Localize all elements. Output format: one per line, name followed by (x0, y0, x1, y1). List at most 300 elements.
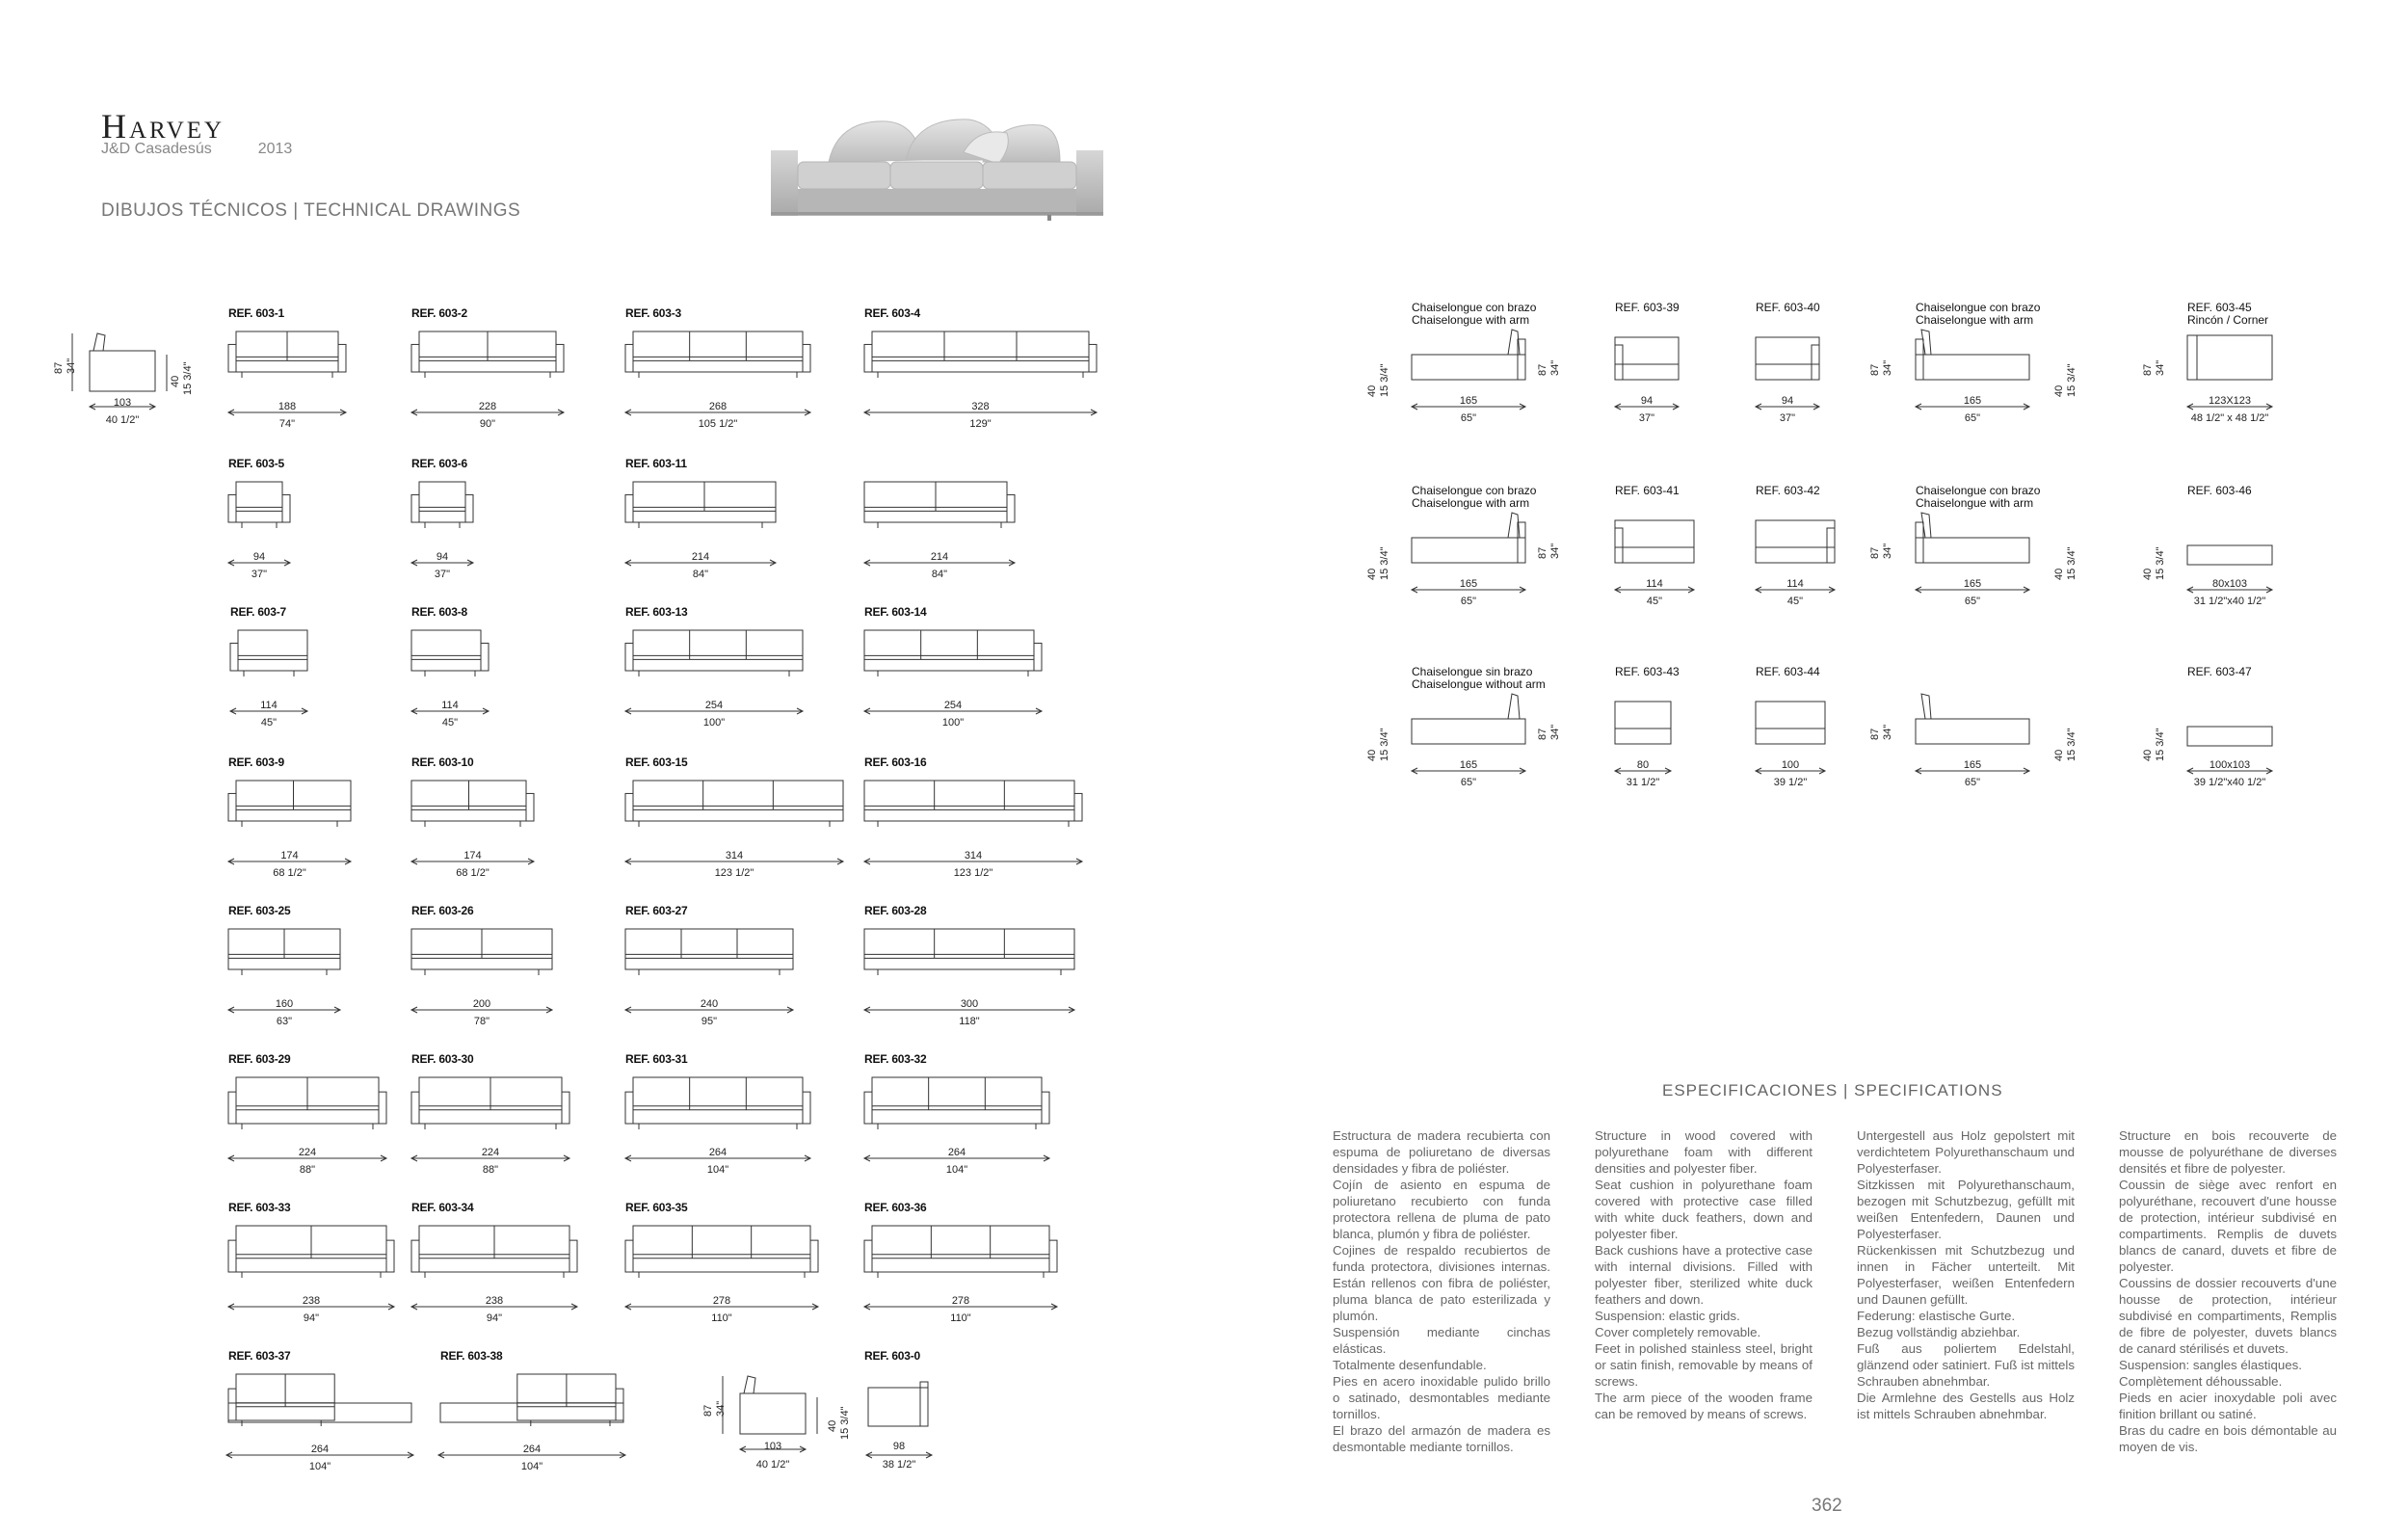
module-r8-width-in: 45" (1786, 596, 1804, 607)
designer-name: J&D Casadesús (101, 141, 212, 157)
vertical-dimension-15: 87 (1869, 546, 1881, 559)
module-r14-chaise (1916, 719, 2029, 744)
spec-de-3: Rückenkissen mit Schutzbezug und innen in Fächer unterteilt. Mit Polyesterfaser, weißen Entenfedern und Daunen gefüllt. (1857, 1243, 2075, 1307)
section-title: DIBUJOS TÉCNICOS | TECHNICAL DRAWINGS (101, 200, 521, 221)
module-22-width-cm: 224 (481, 1147, 500, 1158)
vertical-dimension-1: 40 (1366, 384, 1378, 397)
module-r12-ref: REF. 603-43 (1615, 665, 1680, 678)
module-11-width-in: 100" (702, 717, 726, 729)
module-1-width-in: 74" (278, 418, 296, 430)
module-r1-chaise (1412, 355, 1525, 380)
spec-fr-1: Structure en bois recouverte de mousse de polyuréthane de diverses densités et fibre de polyester. (2119, 1128, 2337, 1176)
module-6-arm-right (465, 494, 473, 522)
module-r12-body (1615, 702, 1671, 744)
spec-en-3: Back cushions have a protective case with internal divisions. Filled with polyester fiber, sterilized white duck feathers and down. (1595, 1243, 1813, 1307)
module-16-arm-right (1074, 793, 1082, 821)
module-19-ref: REF. 603-27 (625, 904, 688, 917)
module-32-arm (920, 1382, 928, 1426)
module-16-body (864, 781, 1074, 821)
module-26-ref: REF. 603-34 (411, 1201, 474, 1214)
module-r14-width-cm: 165 (1963, 759, 1982, 771)
spec-de-1: Untergestell aus Holz gepolstert mit verdichtetem Polyurethanschaum und Polyesterfaser. (1857, 1128, 2075, 1176)
vertical-dimension-30: 15 3/4" (2155, 728, 2166, 761)
module-28-arm-left (864, 1240, 872, 1272)
side-profile-top-body (90, 351, 155, 391)
module-30-width-cm: 264 (522, 1444, 542, 1455)
module-r8-ref: REF. 603-42 (1756, 484, 1820, 497)
vertical-dimension-18: 15 3/4" (2066, 546, 2077, 580)
module-2-ref: REF. 603-2 (411, 306, 468, 320)
spec-es-2: Cojín de asiento en espuma de poliuretano recubierto con funda protectora rellena de pluma de pato blanca, plumón y fibra de poliéster. (1333, 1178, 1550, 1241)
side-profile-bottom-height-cm: 87 (702, 1404, 714, 1417)
module-r10-ottoman (2187, 545, 2272, 565)
module-r5-ref-sub: Rincón / Corner (2187, 313, 2269, 327)
module-27-arm-left (625, 1240, 633, 1272)
module-24-arm-left (864, 1092, 872, 1124)
module-15-width-in: 123 1/2" (714, 867, 754, 879)
module-13-width-cm: 174 (280, 850, 299, 861)
module-26-arm-right (569, 1240, 577, 1272)
module-23-width-in: 104" (706, 1164, 729, 1176)
module-15-arm-left (625, 793, 633, 821)
module-23-arm-right (803, 1092, 810, 1124)
module-11-body (633, 630, 803, 671)
module-3-ref: REF. 603-3 (625, 306, 682, 320)
module-r15-width-in: 39 1/2"x40 1/2" (2193, 777, 2266, 788)
vertical-dimension-12: 15 3/4" (1379, 546, 1390, 580)
module-25-arm-right (386, 1240, 394, 1272)
module-r7-arm (1615, 528, 1623, 563)
spec-en-5: Cover completely removable. (1595, 1325, 1761, 1339)
module-2-arm-right (556, 344, 564, 372)
module-r5-corner (2187, 335, 2272, 380)
module-11-arm-left (625, 643, 633, 671)
module-3-arm-right (803, 344, 810, 372)
module-r7-body (1615, 520, 1694, 563)
module-8-width-cm: 214 (930, 551, 949, 563)
module-14-ref: REF. 603-10 (411, 755, 474, 769)
module-10-ref: REF. 603-8 (411, 605, 468, 619)
specifications-heading: ESPECIFICACIONES | SPECIFICATIONS (1662, 1081, 2003, 1100)
module-25-arm-left (228, 1240, 236, 1272)
module-4-arm-right (1089, 344, 1097, 372)
vertical-dimension-11: 40 (1366, 568, 1378, 580)
side-profile-bottom-depth-cm: 103 (763, 1441, 782, 1452)
spec-en-1: Structure in wood covered with polyurethane foam with different densities and polyester fiber. (1595, 1128, 1813, 1176)
module-r11-ref: Chaiselongue sin brazo (1412, 665, 1533, 678)
module-28-width-in: 110" (950, 1312, 971, 1324)
module-8-width-in: 84" (931, 569, 948, 580)
module-10-width-cm: 114 (441, 700, 459, 711)
module-29-width-in: 104" (308, 1461, 331, 1472)
module-22-arm-left (411, 1092, 419, 1124)
module-19-body (625, 929, 793, 969)
module-r4-ref-sub: Chaiselongue with arm (1916, 313, 2034, 327)
module-r2-arm (1615, 345, 1623, 380)
module-29-arm-left (228, 1389, 236, 1420)
module-r11-width-in: 65" (1460, 777, 1477, 788)
module-32-seat-in: 15 3/4" (839, 1406, 851, 1440)
vertical-dimension-6: 34" (1882, 359, 1893, 376)
module-r8-width-cm: 114 (1786, 578, 1804, 590)
module-7-ref: REF. 603-11 (625, 457, 687, 470)
module-21-arm-left (228, 1092, 236, 1124)
module-12-ref: REF. 603-14 (864, 605, 927, 619)
module-28-arm-right (1049, 1240, 1057, 1272)
module-r3-body (1756, 337, 1819, 380)
module-r9-ref-sub: Chaiselongue with arm (1916, 496, 2034, 510)
module-r4-ref: Chaiselongue con brazo (1916, 301, 2041, 314)
module-5-ref: REF. 603-5 (228, 457, 285, 470)
module-17-width-in: 63" (276, 1016, 293, 1027)
module-11-width-cm: 254 (704, 700, 724, 711)
spec-fr-6: Pieds en acier inoxydable poli avec finition brillant ou satiné. (2119, 1391, 2337, 1421)
module-27-width-in: 110" (711, 1312, 732, 1324)
module-29-width-cm: 264 (310, 1444, 330, 1455)
module-6-width-in: 37" (434, 569, 451, 580)
module-26-width-cm: 238 (485, 1295, 504, 1307)
spec-fr-5: Complètement déhoussable. (2119, 1374, 2283, 1389)
vertical-dimension-20: 15 3/4" (2155, 546, 2166, 580)
module-30-arm-right (616, 1389, 623, 1420)
module-r6-chaise (1412, 538, 1525, 563)
spec-en-7: The arm piece of the wooden frame can be removed by means of screws. (1595, 1391, 1813, 1421)
module-20-width-cm: 300 (960, 998, 979, 1010)
module-16-width-in: 123 1/2" (953, 867, 993, 879)
module-20-body (864, 929, 1074, 969)
module-25-ref: REF. 603-33 (228, 1201, 291, 1214)
module-24-arm-right (1042, 1092, 1049, 1124)
module-r11-back (1508, 694, 1520, 719)
spec-es-7: El brazo del armazón de madera es desmontable mediante tornillos. (1333, 1423, 1550, 1454)
module-r3-width-cm: 94 (1781, 395, 1794, 407)
vertical-dimension-16: 34" (1882, 543, 1893, 559)
module-18-width-in: 78" (473, 1016, 490, 1027)
vertical-dimension-4: 34" (1549, 359, 1561, 376)
module-r14-width-in: 65" (1964, 777, 1981, 788)
module-15-ref: REF. 603-15 (625, 755, 688, 769)
vertical-dimension-28: 15 3/4" (2066, 728, 2077, 761)
module-r7-width-cm: 114 (1646, 578, 1663, 590)
vertical-dimension-14: 34" (1549, 543, 1561, 559)
vertical-dimension-5: 87 (1869, 363, 1881, 376)
module-4-width-in: 129" (969, 418, 992, 430)
module-27-ref: REF. 603-35 (625, 1201, 688, 1214)
module-20-width-in: 118" (959, 1016, 980, 1027)
module-r3-ref: REF. 603-40 (1756, 301, 1820, 314)
module-7-width-cm: 214 (691, 551, 710, 563)
module-9-ref: REF. 603-7 (230, 605, 287, 619)
spec-column-de (1857, 1127, 2075, 1422)
module-r4-width-in: 65" (1964, 412, 1981, 424)
module-23-width-cm: 264 (708, 1147, 728, 1158)
vertical-dimension-21: 40 (1366, 749, 1378, 761)
module-24-ref: REF. 603-32 (864, 1052, 927, 1066)
module-28-body (872, 1226, 1049, 1272)
page-number: 362 (1812, 1496, 1842, 1516)
module-12-arm-right (1034, 643, 1042, 671)
spec-en-6: Feet in polished stainless steel, bright or satin finish, removable by means of screws. (1595, 1341, 1813, 1389)
module-3-arm-left (625, 344, 633, 372)
module-22-ref: REF. 603-30 (411, 1052, 474, 1066)
module-r2-body (1615, 337, 1679, 380)
module-r5-width-in: 48 1/2" x 48 1/2" (2190, 412, 2269, 424)
spec-fr-3: Coussins de dossier recouverts d'une housse de protection, intérieur subdivisé en compartiments, Remplis de fibre de polyester, duvets blancs de canard stérilisés et duvets. (2119, 1276, 2337, 1356)
module-r7-width-in: 45" (1646, 596, 1663, 607)
vertical-dimension-13: 87 (1537, 546, 1548, 559)
module-r2-width-in: 37" (1638, 412, 1655, 424)
module-32-width-cm: 98 (892, 1441, 906, 1452)
module-r1-width-cm: 165 (1459, 395, 1478, 407)
spec-es-6: Pies en acero inoxidable pulido brillo o satinado, desmontables mediante tornillos. (1333, 1374, 1550, 1421)
spec-es-3: Cojines de respaldo recubiertos de funda protectora, divisiones internas. Están rellenos con fibra de poliéster, pluma blanca de pato esterilizada y plumón. (1333, 1243, 1550, 1323)
module-r3-arm (1812, 345, 1819, 380)
module-26-arm-left (411, 1240, 419, 1272)
module-24-width-cm: 264 (947, 1147, 966, 1158)
module-21-width-in: 88" (299, 1164, 316, 1176)
spec-es-5: Totalmente desenfundable. (1333, 1358, 1487, 1372)
module-18-width-cm: 200 (472, 998, 491, 1010)
vertical-dimension-19: 40 (2142, 568, 2154, 580)
spec-column-es (1333, 1127, 1550, 1455)
module-9-width-in: 45" (260, 717, 278, 729)
module-r15-ref: REF. 603-47 (2187, 665, 2252, 678)
module-4-ref: REF. 603-4 (864, 306, 921, 320)
side-profile-top-depth-cm: 103 (113, 397, 132, 409)
module-28-width-cm: 278 (951, 1295, 970, 1307)
module-10-width-in: 45" (441, 717, 459, 729)
module-13-ref: REF. 603-9 (228, 755, 285, 769)
module-2-width-in: 90" (479, 418, 496, 430)
vertical-dimension-27: 40 (2053, 749, 2065, 761)
side-profile-top-depth-in: 40 1/2" (105, 414, 140, 426)
module-18-ref: REF. 603-26 (411, 904, 474, 917)
module-29-ref: REF. 603-37 (228, 1349, 291, 1363)
module-22-width-in: 88" (482, 1164, 499, 1176)
product-title: Harvey (101, 107, 225, 146)
vertical-dimension-29: 40 (2142, 749, 2154, 761)
module-6-arm-left (411, 494, 419, 522)
module-r11-chaise (1412, 719, 1525, 744)
module-r5-ref: REF. 603-45 (2187, 301, 2252, 314)
module-r11-width-cm: 165 (1459, 759, 1478, 771)
module-r10-width-in: 31 1/2"x40 1/2" (2193, 596, 2266, 607)
module-r6-width-in: 65" (1460, 596, 1477, 607)
module-8-arm-right (1007, 494, 1015, 522)
module-32-body (868, 1388, 928, 1426)
module-21-width-cm: 224 (298, 1147, 317, 1158)
module-2-arm-left (411, 344, 419, 372)
side-profile-top-height-cm: 87 (53, 361, 65, 374)
module-24-body (872, 1077, 1042, 1124)
side-profile-bottom-depth-in: 40 1/2" (755, 1459, 790, 1471)
vertical-dimension-7: 40 (2053, 384, 2065, 397)
module-9-body (238, 630, 307, 671)
module-r13-width-in: 39 1/2" (1773, 777, 1808, 788)
module-9-width-cm: 114 (260, 700, 278, 711)
module-r13-body (1756, 702, 1825, 744)
module-r4-arm (1916, 339, 1923, 380)
module-1-width-cm: 188 (278, 401, 297, 412)
module-r2-ref: REF. 603-39 (1615, 301, 1680, 314)
module-32-seat-cm: 40 (827, 1419, 838, 1432)
module-24-width-in: 104" (945, 1164, 968, 1176)
module-r6-width-cm: 165 (1459, 578, 1478, 590)
module-4-width-cm: 328 (971, 401, 990, 412)
vertical-dimension-17: 40 (2053, 568, 2065, 580)
module-19-width-in: 95" (701, 1016, 718, 1027)
module-r4-chaise (1916, 355, 2029, 380)
module-9-arm-left (230, 643, 238, 671)
module-23-arm-left (625, 1092, 633, 1124)
vertical-dimension-3: 87 (1537, 363, 1548, 376)
module-27-width-cm: 278 (712, 1295, 731, 1307)
module-r1-width-in: 65" (1460, 412, 1477, 424)
module-12-width-cm: 254 (943, 700, 963, 711)
spec-de-7: Die Armlehne des Gestells aus Holz ist mittels Schrauben abnehmbar. (1857, 1391, 2075, 1421)
spec-column-en (1595, 1127, 1813, 1422)
module-r9-width-in: 65" (1964, 596, 1981, 607)
module-r8-body (1756, 520, 1835, 563)
module-7-width-in: 84" (692, 569, 709, 580)
module-27-body (633, 1226, 810, 1272)
module-r12-width-cm: 80 (1636, 759, 1650, 771)
module-r4-width-cm: 165 (1963, 395, 1982, 407)
module-r12-width-in: 31 1/2" (1626, 777, 1660, 788)
module-10-arm-right (481, 643, 489, 671)
module-r10-width-cm: 80x103 (2211, 578, 2248, 590)
module-r3-width-in: 37" (1779, 412, 1796, 424)
spec-es-4: Suspensión mediante cinchas elásticas. (1333, 1325, 1550, 1356)
module-r8-arm (1827, 528, 1835, 563)
module-r15-width-cm: 100x103 (2209, 759, 2251, 771)
spec-fr-7: Bras du cadre en bois démontable au moyen de vis. (2119, 1423, 2337, 1454)
module-3-width-in: 105 1/2" (698, 418, 738, 430)
module-r15-ottoman (2187, 727, 2272, 746)
module-11-ref: REF. 603-13 (625, 605, 688, 619)
module-r7-ref: REF. 603-41 (1615, 484, 1680, 497)
module-6-width-cm: 94 (436, 551, 449, 563)
module-32-width-in: 38 1/2" (882, 1459, 916, 1471)
module-2-width-cm: 228 (478, 401, 497, 412)
vertical-dimension-24: 34" (1549, 724, 1561, 740)
module-25-width-in: 94" (303, 1312, 320, 1324)
module-30-ref: REF. 603-38 (440, 1349, 503, 1363)
module-10-body (411, 630, 481, 671)
module-20-ref: REF. 603-28 (864, 904, 927, 917)
spec-de-6: Fuß aus poliertem Edelstahl, glänzend oder satiniert. Fuß ist mittels Schrauben abnehmbar. (1857, 1341, 2075, 1389)
module-5-width-in: 37" (251, 569, 268, 580)
module-r1-ref: Chaiselongue con brazo (1412, 301, 1537, 314)
module-r9-width-cm: 165 (1963, 578, 1982, 590)
spec-fr-4: Suspension: sangles élastiques. (2119, 1358, 2302, 1372)
vertical-dimension-22: 15 3/4" (1379, 728, 1390, 761)
module-21-ref: REF. 603-29 (228, 1052, 291, 1066)
module-r13-width-cm: 100 (1781, 759, 1800, 771)
spec-en-2: Seat cushion in polyurethane foam covered with protective case filled with white duck feathers, down and polyester fiber. (1595, 1178, 1813, 1241)
module-12-width-in: 100" (941, 717, 965, 729)
module-32-ref: REF. 603-0 (864, 1349, 921, 1363)
side-profile-bottom-back (744, 1376, 755, 1393)
spec-column-fr (2119, 1127, 2337, 1455)
module-30-chaise-seat (440, 1403, 623, 1422)
module-27-arm-right (810, 1240, 818, 1272)
module-26-width-in: 94" (486, 1312, 503, 1324)
module-r5-width-cm: 123X123 (2208, 395, 2252, 407)
module-17-ref: REF. 603-25 (228, 904, 291, 917)
module-r13-ref: REF. 603-44 (1756, 665, 1820, 678)
vertical-dimension-8: 15 3/4" (2066, 363, 2077, 397)
side-profile-top-height-in: 34" (66, 358, 77, 374)
module-28-ref: REF. 603-36 (864, 1201, 927, 1214)
vertical-dimension-2: 15 3/4" (1379, 363, 1390, 397)
module-r9-ref: Chaiselongue con brazo (1916, 484, 2041, 497)
module-3-body (633, 331, 803, 372)
module-4-body (872, 331, 1089, 372)
module-17-width-cm: 160 (275, 998, 294, 1010)
module-1-ref: REF. 603-1 (228, 306, 285, 320)
vertical-dimension-25: 87 (1869, 728, 1881, 740)
module-21-arm-right (379, 1092, 386, 1124)
module-30-width-in: 104" (520, 1461, 543, 1472)
module-1-arm-right (338, 344, 346, 372)
vertical-dimension-9: 87 (2142, 363, 2154, 376)
spec-de-2: Sitzkissen mit Polyurethanschaum, bezogen mit Schutzbezug, gefüllt mit weißen Entenfedern, Daunen und Polyesterfaser. (1857, 1178, 2075, 1241)
spec-es-1: Estructura de madera recubierta con espuma de poliuretano de diversas densidades y fibra de poliéster. (1333, 1128, 1550, 1176)
module-14-arm-right (526, 793, 534, 821)
module-5-arm-right (282, 494, 290, 522)
side-profile-top-seat-cm: 40 (170, 375, 181, 387)
module-22-arm-right (562, 1092, 569, 1124)
module-25-width-cm: 238 (302, 1295, 321, 1307)
module-r6-ref: Chaiselongue con brazo (1412, 484, 1537, 497)
spec-de-4: Federung: elastische Gurte. (1857, 1309, 2016, 1323)
vertical-dimension-26: 34" (1882, 724, 1893, 740)
side-profile-bottom-height-in: 34" (715, 1400, 727, 1417)
module-29-chaise-seat (228, 1403, 411, 1422)
module-6-body (419, 482, 465, 522)
side-profile-top-seat-in: 15 3/4" (182, 361, 194, 395)
module-5-width-cm: 94 (252, 551, 266, 563)
module-6-ref: REF. 603-6 (411, 457, 468, 470)
module-r2-width-cm: 94 (1640, 395, 1654, 407)
spec-de-5: Bezug vollständig abziehbar. (1857, 1325, 2021, 1339)
module-13-arm-left (228, 793, 236, 821)
module-15-width-cm: 314 (725, 850, 744, 861)
module-23-ref: REF. 603-31 (625, 1052, 688, 1066)
module-3-width-cm: 268 (708, 401, 728, 412)
side-profile-top-back (93, 333, 105, 351)
design-year: 2013 (257, 141, 293, 157)
module-5-arm-left (228, 494, 236, 522)
module-14-width-cm: 174 (463, 850, 482, 861)
spec-en-4: Suspension: elastic grids. (1595, 1309, 1740, 1323)
module-r11-ref-sub: Chaiselongue without arm (1412, 677, 1546, 691)
module-r10-ref: REF. 603-46 (2187, 484, 2252, 497)
module-16-ref: REF. 603-16 (864, 755, 927, 769)
module-16-width-cm: 314 (964, 850, 983, 861)
module-r5-corner-back (2187, 335, 2197, 380)
side-profile-bottom-body (740, 1393, 806, 1434)
module-15-body (633, 781, 843, 821)
module-r9-chaise (1916, 538, 2029, 563)
module-14-width-in: 68 1/2" (456, 867, 490, 879)
module-1-arm-left (228, 344, 236, 372)
vertical-dimension-10: 34" (2155, 359, 2166, 376)
module-13-width-in: 68 1/2" (273, 867, 306, 879)
module-7-arm-left (625, 494, 633, 522)
module-r14-back (1921, 694, 1931, 719)
